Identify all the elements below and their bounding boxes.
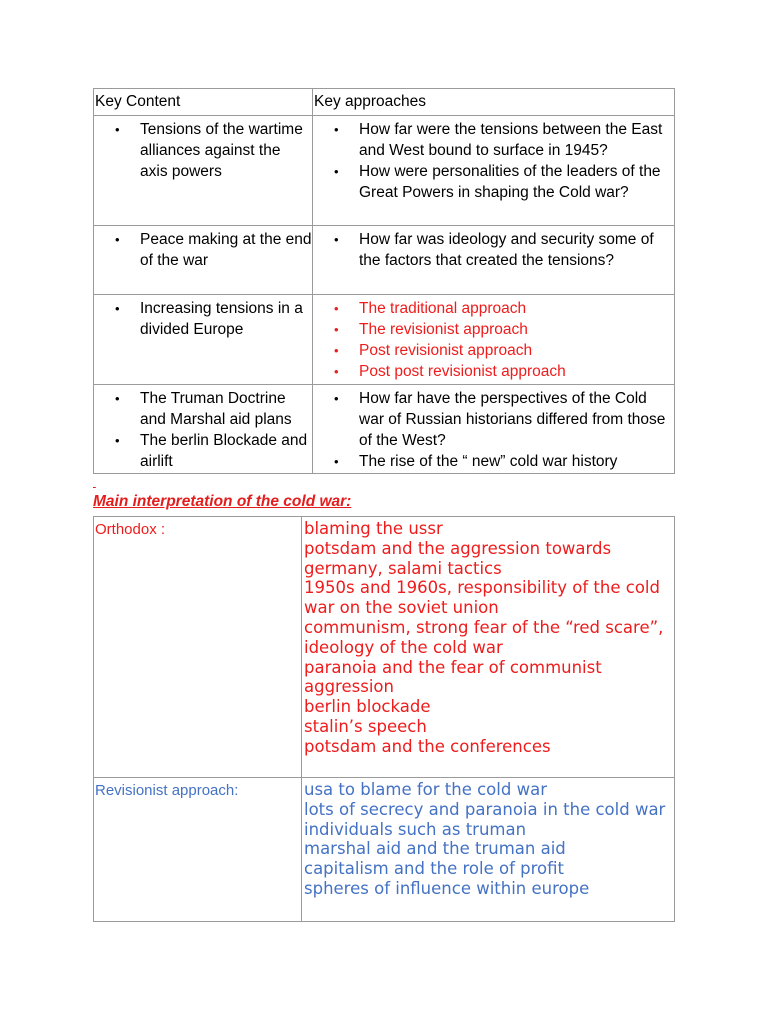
content-cell bbox=[94, 295, 313, 385]
interpretations-table bbox=[93, 516, 675, 922]
list-item: • How far was ideology and security some of the factors that created the tensions? bbox=[313, 229, 674, 271]
list-item: berlin blockade bbox=[304, 697, 431, 717]
list-item: • The Truman Doctrine and Marshal aid plans bbox=[94, 388, 312, 430]
table-row-revisionist bbox=[94, 778, 675, 922]
list-item: • How far were the tensions between the East and West bound to surface in 1945? bbox=[313, 119, 674, 161]
list-item: lots of secrecy and paranoia in the cold war bbox=[304, 799, 666, 819]
table-row bbox=[94, 295, 675, 385]
list-item: paranoia and the fear of communist aggression bbox=[304, 657, 602, 697]
revisionist-label: Revisionist approach: bbox=[94, 778, 302, 922]
content-cell bbox=[94, 226, 313, 295]
approaches-cell bbox=[313, 385, 675, 474]
key-content-table bbox=[93, 88, 675, 474]
table-header-row bbox=[94, 89, 675, 116]
list-item: 1950s and 1960s, responsibility of the cold war on the soviet union bbox=[304, 578, 660, 618]
table-row-orthodox bbox=[94, 517, 675, 778]
list-item: potsdam and the conferences bbox=[304, 736, 551, 756]
list-item: individuals such as truman bbox=[304, 819, 527, 839]
list-item: capitalism and the role of profit bbox=[304, 859, 565, 879]
list-item: usa to blame for the cold war bbox=[304, 780, 547, 799]
orthodox-points bbox=[302, 517, 675, 778]
list-item: spheres of influence within europe bbox=[304, 878, 590, 898]
table-row bbox=[94, 385, 675, 474]
list-item: • How far have the perspectives of the Cold war of Russian historians differed from those of the West? bbox=[313, 388, 674, 451]
list-item: marshal aid and the truman aid bbox=[304, 839, 566, 859]
content-cell bbox=[94, 385, 313, 474]
section-heading: Main interpretation of the cold war: bbox=[93, 493, 352, 510]
content-cell bbox=[94, 116, 313, 226]
list-item: stalin’s speech bbox=[304, 716, 427, 736]
list-item: communism, strong fear of the “red scare”, ideology of the cold war bbox=[304, 617, 664, 657]
revisionist-points bbox=[302, 778, 675, 922]
list-item: • How were personalities of the leaders of the Great Powers in shaping the Cold war? bbox=[313, 161, 674, 203]
approaches-cell bbox=[313, 116, 675, 226]
orthodox-label: Orthodox : bbox=[94, 517, 302, 778]
list-item: • The revisionist approach bbox=[313, 319, 674, 340]
list-item: • Peace making at the end of the war bbox=[94, 229, 312, 271]
list-item: • Post post revisionist approach bbox=[313, 361, 674, 382]
list-item: • The traditional approach bbox=[313, 298, 674, 319]
empty-paragraph-mark bbox=[93, 478, 96, 489]
table-row bbox=[94, 226, 675, 295]
header-key-content: Key Content bbox=[94, 89, 313, 116]
approaches-cell bbox=[313, 295, 675, 385]
list-item: • Post revisionist approach bbox=[313, 340, 674, 361]
table-row bbox=[94, 116, 675, 226]
list-item: • The rise of the “ new” cold war history bbox=[313, 451, 674, 472]
list-item: • Increasing tensions in a divided Europe bbox=[94, 298, 312, 340]
list-item: • The berlin Blockade and airlift bbox=[94, 430, 312, 472]
list-item: potsdam and the aggression towards germany, salami tactics bbox=[304, 538, 612, 578]
approaches-cell bbox=[313, 226, 675, 295]
list-item: blaming the ussr bbox=[304, 519, 443, 538]
header-key-approaches: Key approaches bbox=[313, 89, 675, 116]
list-item: • Tensions of the wartime alliances against the axis powers bbox=[94, 119, 312, 182]
